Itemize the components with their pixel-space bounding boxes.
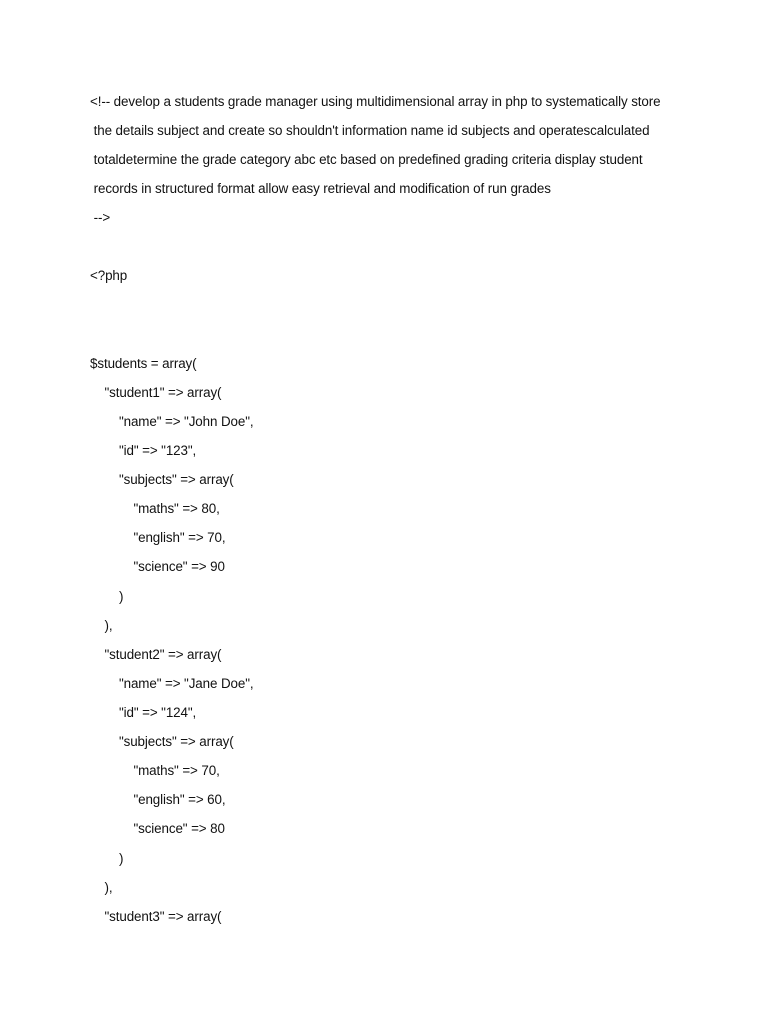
code-line: "student1" => array(: [90, 385, 222, 400]
comment-close: -->: [90, 210, 111, 225]
code-line: "english" => 70,: [90, 530, 226, 545]
code-line: ),: [90, 618, 113, 633]
code-line: "subjects" => array(: [90, 734, 234, 749]
code-line: $students = array(: [90, 356, 197, 371]
code-line: "student3" => array(: [90, 909, 222, 924]
code-line: "maths" => 70,: [90, 763, 220, 778]
code-line: "science" => 80: [90, 821, 225, 836]
comment-line-1: <!-- develop a students grade manager using multidimensional array in php to systematically store: [90, 94, 661, 109]
code-line: "science" => 90: [90, 559, 225, 574]
code-line: "id" => "124",: [90, 705, 197, 720]
code-line: "name" => "Jane Doe",: [90, 676, 254, 691]
code-line: "id" => "123",: [90, 443, 197, 458]
comment-line-3: totaldetermine the grade category abc etc based on predefined grading criteria display student: [90, 152, 643, 167]
comment-line-4: records in structured format allow easy retrieval and modification of run grades: [90, 181, 551, 196]
code-line: "name" => "John Doe",: [90, 414, 254, 429]
code-line: ),: [90, 880, 113, 895]
comment-line-2: the details subject and create so shouldn't information name id subjects and operatescalculated: [90, 123, 650, 138]
code-line: "english" => 60,: [90, 792, 226, 807]
code-line: "maths" => 80,: [90, 501, 220, 516]
code-line: ): [90, 851, 124, 866]
code-line: "subjects" => array(: [90, 472, 234, 487]
code-line: "student2" => array(: [90, 647, 222, 662]
code-line: ): [90, 589, 124, 604]
php-open-tag: <?php: [90, 268, 128, 283]
